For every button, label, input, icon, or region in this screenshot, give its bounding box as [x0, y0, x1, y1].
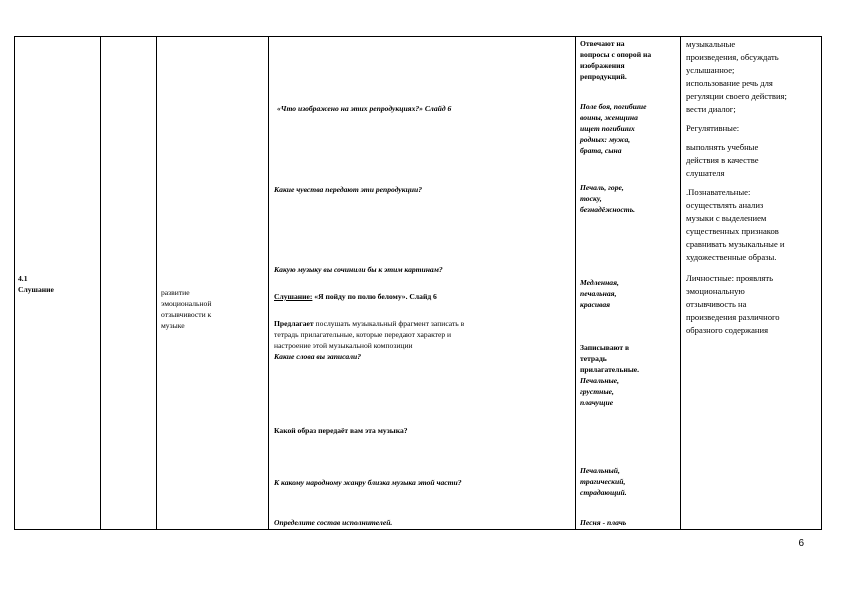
uud-line: вести диалог; [686, 104, 736, 114]
student-answer: красивая [580, 300, 611, 309]
student-answer: изображения [580, 61, 625, 70]
goal-line: развитие [161, 288, 190, 297]
student-answer: репродукций. [580, 72, 627, 81]
column-divider [156, 36, 157, 530]
goal-line: эмоциональной [161, 299, 212, 308]
student-action: прилагательные. [580, 365, 640, 374]
student-answer: ищет погибших [580, 124, 635, 133]
offer-task [274, 318, 464, 329]
student-answer: воины, женщина [580, 113, 638, 122]
student-answer: грустные, [580, 387, 614, 396]
section-number: 4.1 [18, 274, 28, 283]
uud-line: действия в качестве [686, 155, 759, 165]
student-action: Записывают в [580, 343, 630, 352]
student-answer: Поле боя, погибшие [580, 102, 647, 111]
listening-title: «Я пойду по полю белому». Слайд 6 [312, 292, 437, 301]
student-answer: безнадёжность. [580, 205, 636, 214]
student-answer: родных: мужа, [580, 135, 631, 144]
column-divider [100, 36, 101, 530]
uud-line: услышанное; [686, 65, 735, 75]
student-answer: плачущие [580, 398, 614, 407]
uud-line: эмоциональную [686, 286, 745, 296]
teacher-question: Какую музыку вы сочинили бы к этим картинам? [274, 265, 443, 274]
offer-text-line: настроение этой музыкальной композиции [274, 341, 413, 350]
column-divider [268, 36, 269, 530]
uud-line: музыкальные [686, 39, 736, 49]
goal-line: музыке [161, 321, 185, 330]
uud-line: выполнять учебные [686, 142, 759, 152]
uud-line: отзывчивость на [686, 299, 747, 309]
column-divider [680, 36, 681, 530]
student-answer: Песня - плачь [580, 518, 627, 527]
uud-line: Личностные: проявлять [686, 273, 773, 283]
student-answer: тоску, [580, 194, 602, 203]
uud-line: музыки с выделением [686, 213, 767, 223]
teacher-question: К какому народному жанру близка музыка этой части? [274, 478, 462, 487]
student-answer: вопросы с опорой на [580, 50, 652, 59]
teacher-question: «Что изображено на этих репродукциях?» Слайд 6 [277, 104, 452, 113]
uud-line: образного содержания [686, 325, 769, 335]
student-action: тетрадь [580, 354, 607, 363]
offer-label: Предлагает [274, 319, 314, 328]
student-answer: брата, сына [580, 146, 622, 155]
goal-line: отзывчивости к [161, 310, 212, 319]
student-answer: Печальный, [580, 466, 620, 475]
student-answer: трагический, [580, 477, 626, 486]
uud-line: регуляции своего действия; [686, 91, 787, 101]
listening-task [274, 291, 437, 302]
teacher-question: Какой образ передаёт вам эта музыка? [274, 426, 408, 435]
column-divider [575, 36, 576, 530]
uud-line: произведения, обсуждать [686, 52, 779, 62]
teacher-question: Какие слова вы записали? [274, 352, 362, 361]
uud-line: слушателя [686, 168, 725, 178]
listening-label: Слушание: [274, 292, 313, 301]
teacher-question: Определите состав исполнителей. [274, 518, 393, 527]
student-answer: Печальные, [580, 376, 620, 385]
student-answer: Медленная, [580, 278, 619, 287]
uud-line: осуществлять анализ [686, 200, 764, 210]
uud-line: произведения различного [686, 312, 780, 322]
student-answer: страдающий. [580, 488, 627, 497]
uud-heading: Регулятивные: [686, 123, 740, 133]
student-answer: Печаль, горе, [580, 183, 624, 192]
uud-line: существенных признаков [686, 226, 779, 236]
section-name: Слушание [18, 285, 54, 294]
uud-line: художественные образы. [686, 252, 777, 262]
teacher-question: Какие чувства передают эти репродукции? [274, 185, 423, 194]
uud-line: сравнивать музыкальные и [686, 239, 785, 249]
student-answer: Отвечают на [580, 39, 625, 48]
offer-text-line: тетрадь прилагательные, которые передают характер и [274, 330, 452, 339]
uud-line: использование речь для [686, 78, 773, 88]
student-answer: печальная, [580, 289, 617, 298]
uud-line: .Познавательные: [686, 187, 751, 197]
page-number: 6 [798, 538, 804, 549]
offer-text: послушать музыкальный фрагмент записать в [313, 319, 465, 328]
